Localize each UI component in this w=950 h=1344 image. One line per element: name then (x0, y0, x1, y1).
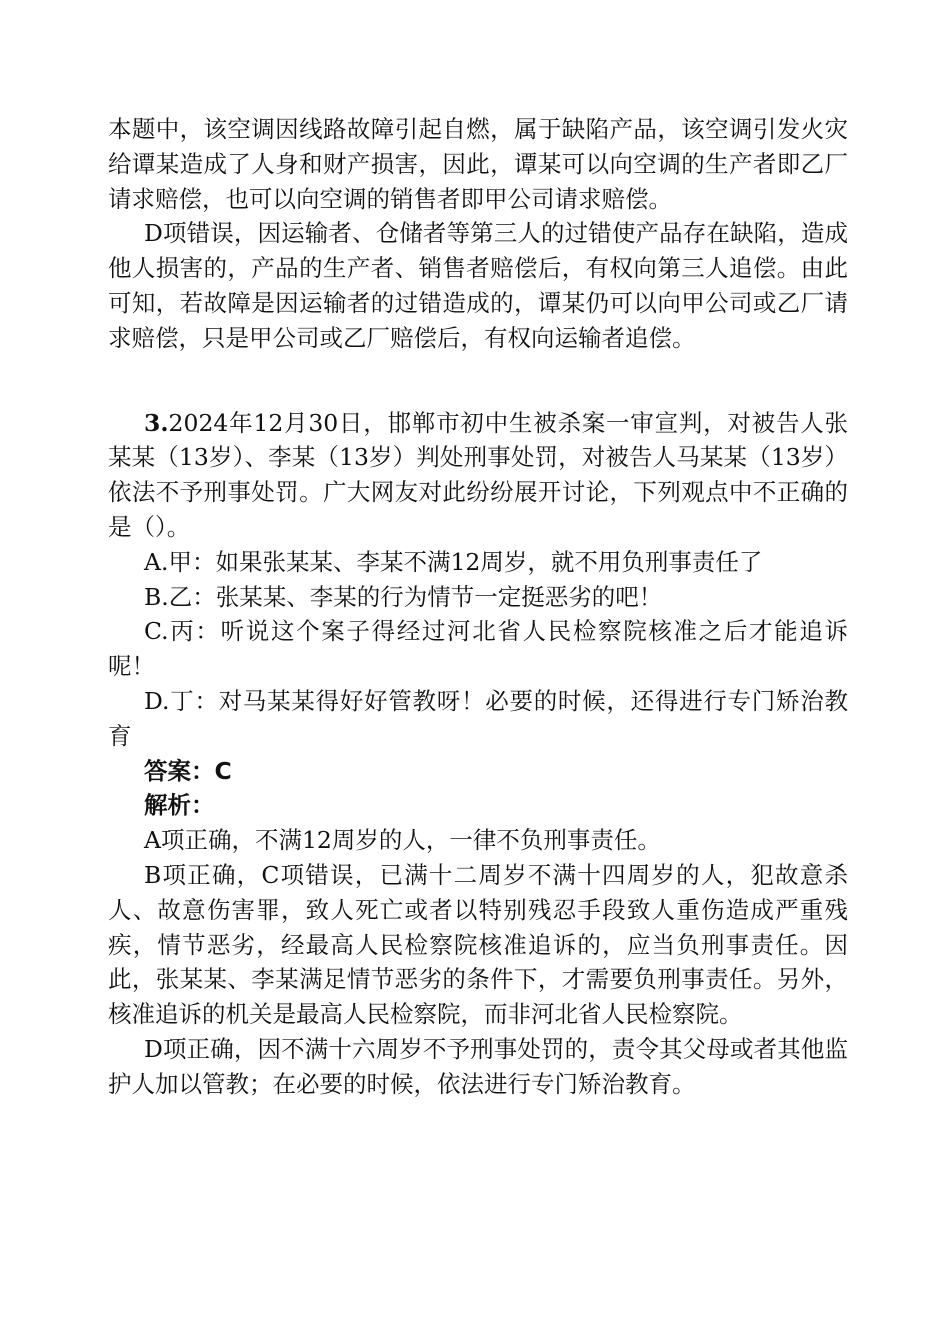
option-a: A.甲：如果张某某、李某不满12周岁，就不用负刑事责任了 (144, 547, 763, 576)
prev-analysis-paragraph: 本题中，该空调因线路故障引起自燃，属于缺陷产品，该空调引发火灾给谭某造成了人身和财产损害，因此，谭某可以向空调的生产者即乙厂请求赔偿，也可以向空调的销售者即甲公司请求赔偿。 (108, 115, 848, 213)
section-gap (108, 356, 848, 406)
analysis-option-d: D项正确，因不满十六周岁不予刑事处罚的，责令其父母或者其他监护人加以管教；在必要的时候，依法进行专门矫治教育。 (108, 1034, 848, 1098)
question-number: 3. (144, 408, 169, 437)
page-content (108, 112, 848, 1102)
question-stem (108, 406, 848, 545)
prev-analysis-option-d: D项错误，因运输者、仓储者等第三人的过错使产品存在缺陷，造成他人损害的，产品的生产者、销售者赔偿后，有权向第三人追偿。由此可知，若故障是因运输者的过错造成的，谭某仍可以向甲公司或乙厂请求赔偿，只是甲公司或乙厂赔偿后，有权向运输者追偿。 (108, 219, 848, 352)
analysis-option-b-c: B项正确，C项错误，已满十二周岁不满十四周岁的人，犯故意杀人、故意伤害罪，致人死亡或者以特别残忍手段致人重伤造成严重残疾，情节恶劣，经最高人民检察院核准追诉的，应当负刑事责任。因此，张某某、李某满足情节恶劣的条件下，才需要负刑事责任。另外，核准追诉的机关是最高人民检察院，而非河北省人民检察院。 (108, 860, 848, 1029)
answer-label: 答案：C (144, 756, 232, 785)
option-c: C.丙：听说这个案子得经过河北省人民检察院核准之后才能追诉呢！ (108, 617, 848, 681)
analysis-option-a: A项正确，不满12周岁的人，一律不负刑事责任。 (144, 826, 661, 855)
option-d: D.丁：对马某某得好好管教呀！必要的时候，还得进行专门矫治教育 (108, 686, 848, 750)
analysis-label: 解析： (144, 791, 215, 820)
option-b: B.乙：张某某、李某的行为情节一定挺恶劣的吧！ (144, 582, 663, 611)
question-stem-text: 2024年12月30日，邯郸市初中生被杀案一审宣判，对被告人张某某（13岁）、李某（13岁）判处刑事处罚，对被告人马某某（13岁）依法不予刑事处罚。广大网友对此纷纷展开讨论，下列观点中不正确的是（）。 (108, 408, 848, 541)
